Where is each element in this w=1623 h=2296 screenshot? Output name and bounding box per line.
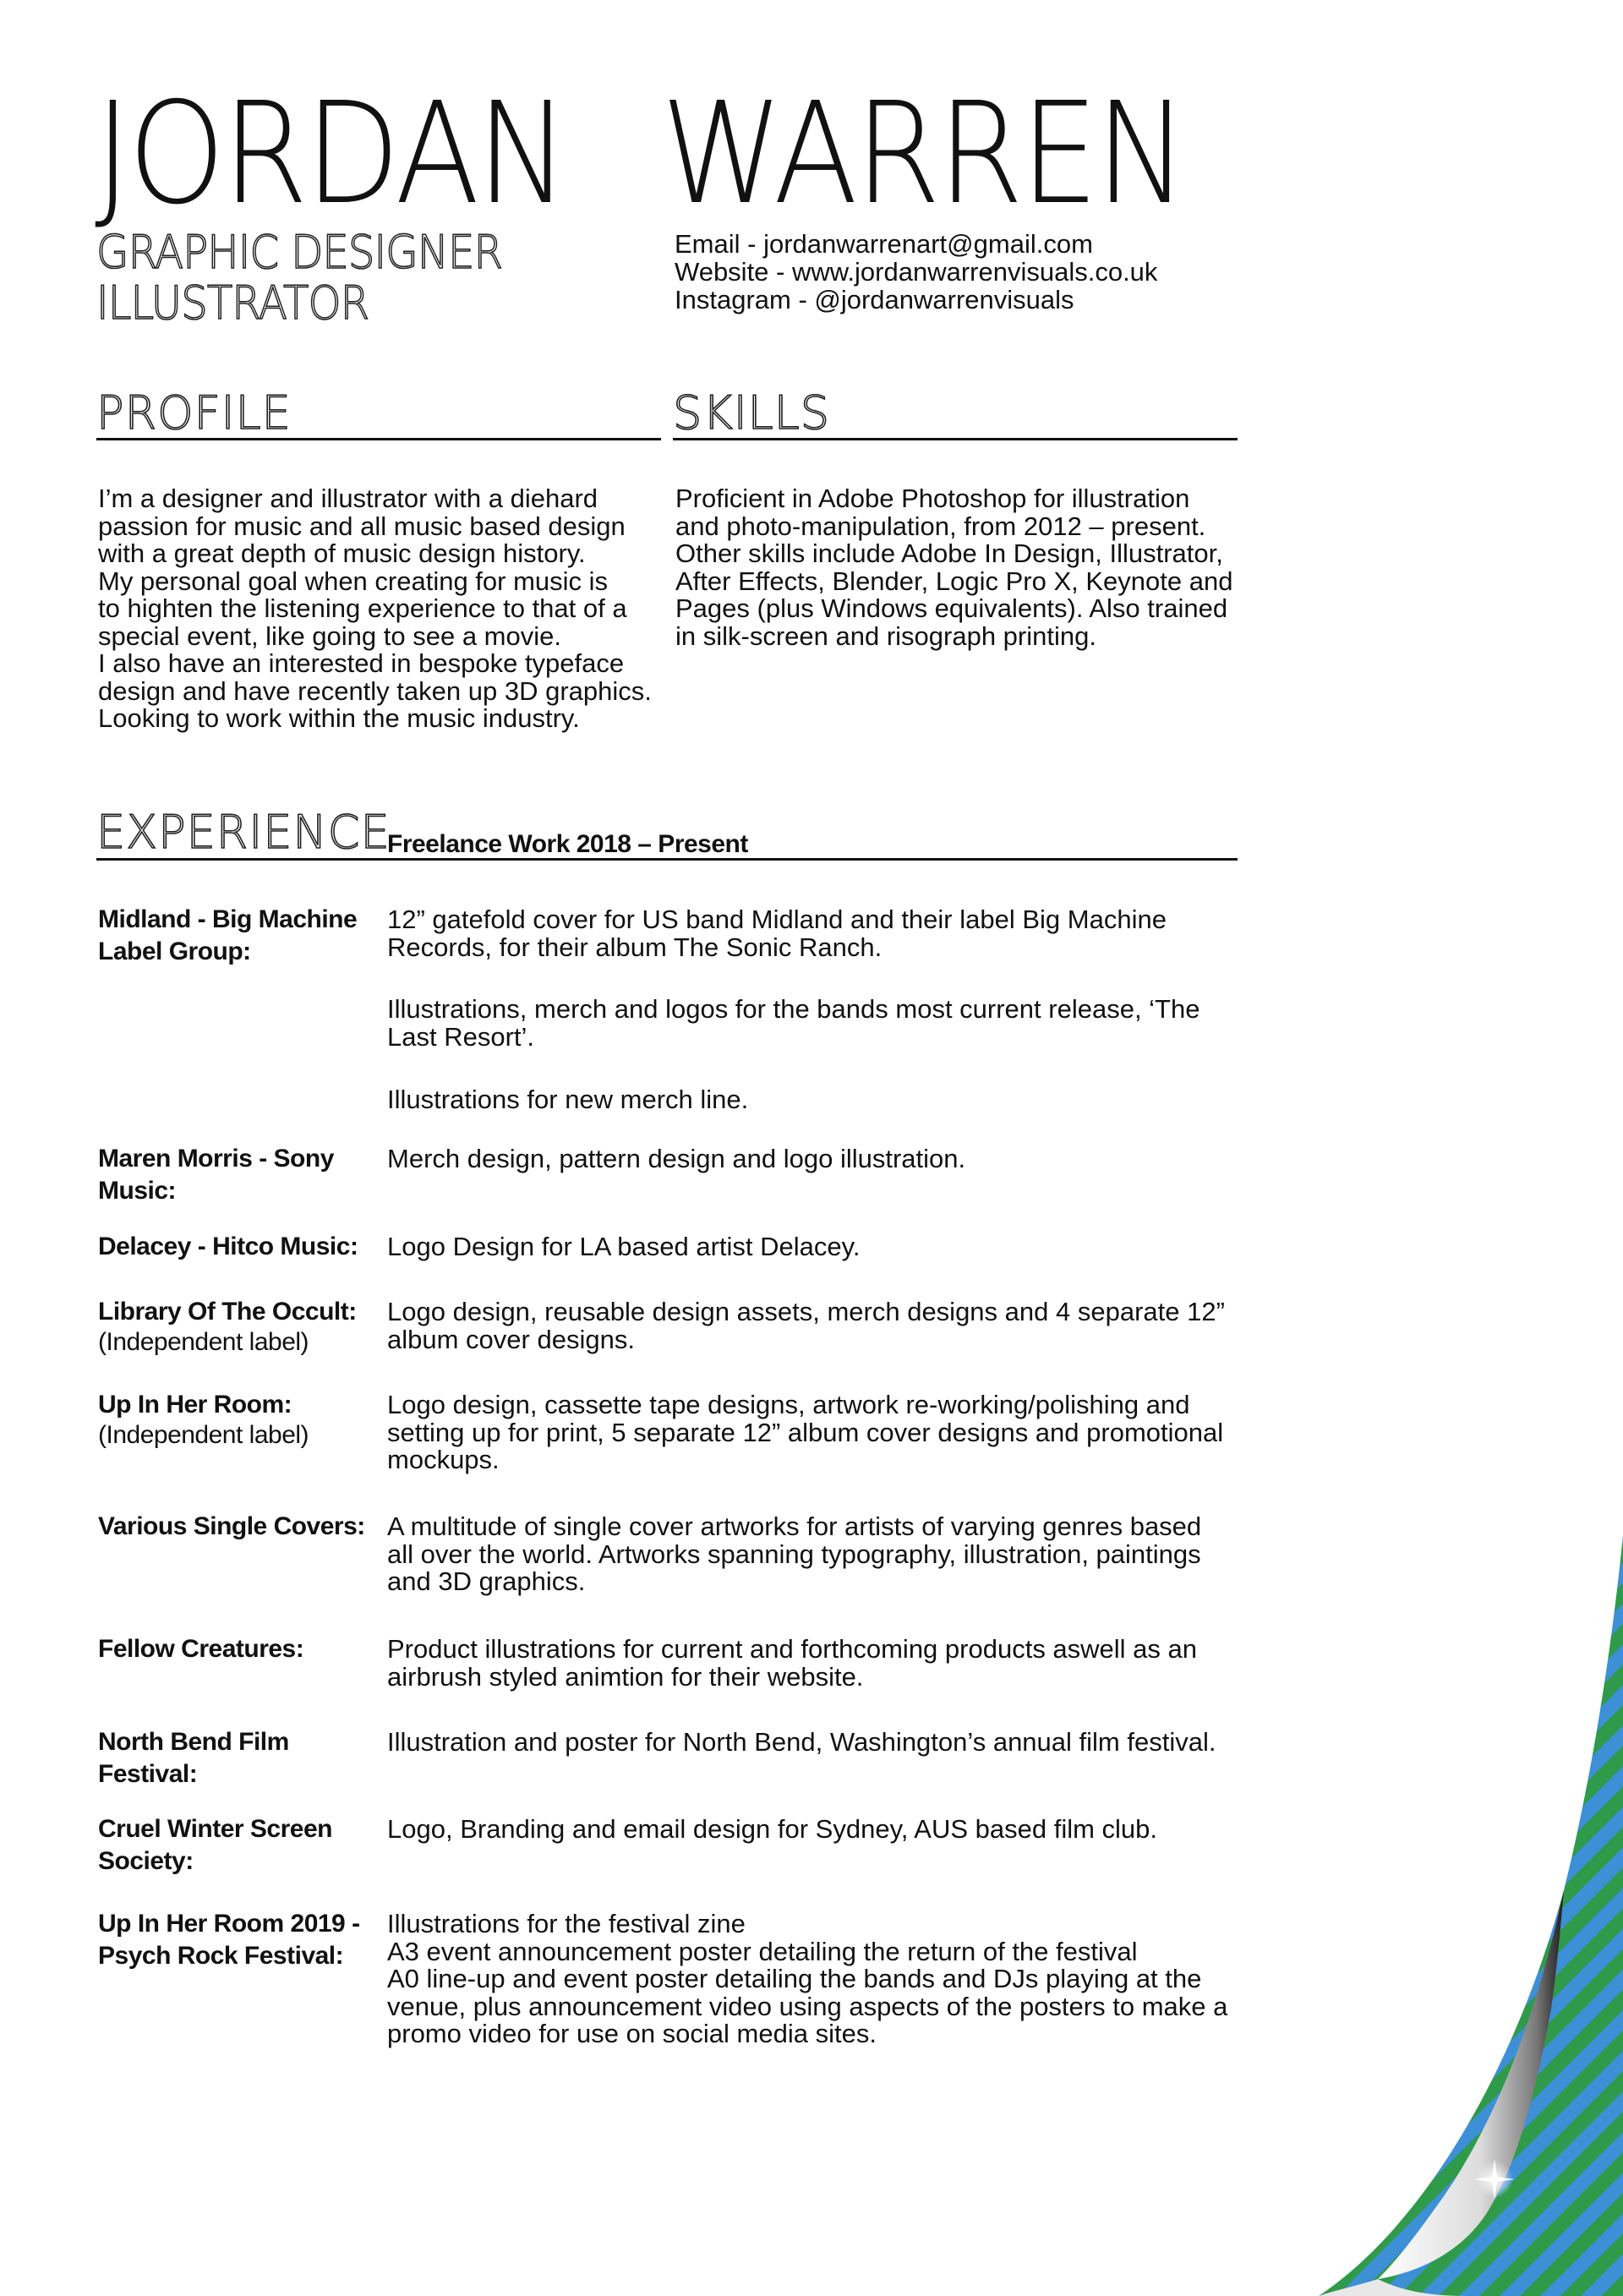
- job-client-line: Psych Rock Festival:: [98, 1942, 344, 1970]
- contact-website[interactable]: Website - www.jordanwarrenvisuals.co.uk: [675, 257, 1158, 287]
- job-client-line: Up In Her Room:: [98, 1391, 292, 1419]
- job-description-line: Illustration and poster for North Bend, Washington’s annual film festival.: [387, 1727, 1216, 1757]
- last-name: WARREN: [661, 73, 1185, 236]
- job-description: [387, 1233, 1241, 1261]
- job-client-line: Library Of The Occult:: [98, 1298, 357, 1326]
- job-description: [387, 1391, 1241, 1474]
- job-client-note: (Independent label): [98, 1328, 309, 1356]
- job-client: [98, 1296, 385, 1356]
- job-description: [387, 996, 1241, 1051]
- job-client-line: Midland - Big Machine: [98, 905, 358, 933]
- job-description-line: Last Resort’.: [387, 1021, 535, 1052]
- job-client-line: Label Group:: [98, 938, 251, 965]
- job-client-line: North Bend Film: [98, 1728, 289, 1756]
- job-client-line: Fellow Creatures:: [98, 1635, 304, 1663]
- job-description: [387, 1086, 1241, 1114]
- job-description-line: airbrush styled animtion for their website.: [387, 1661, 864, 1692]
- job-client: [98, 1231, 385, 1263]
- job-client: [98, 1908, 385, 1972]
- job-description-line: Logo Design for LA based artist Delacey.: [387, 1232, 861, 1261]
- job-description-line: album cover designs.: [387, 1324, 635, 1354]
- skills-divider: [673, 438, 1238, 440]
- job-description-line: Illustrations for new merch line.: [387, 1085, 749, 1114]
- profile-line: Looking to work within the music industry.: [98, 703, 580, 733]
- profile-heading: PROFILE: [96, 386, 292, 440]
- contact-instagram[interactable]: Instagram - @jordanwarrenvisuals: [675, 285, 1074, 314]
- profile-line: My personal goal when creating for music is: [98, 566, 609, 596]
- job-description-line: 12” gatefold cover for US band Midland and their label Big Machine: [387, 905, 1167, 934]
- first-name: JORDAN: [95, 73, 566, 236]
- profile-line: I also have an interested in bespoke typeface: [98, 648, 625, 678]
- job-client-note: (Independent label): [98, 1421, 309, 1449]
- experience-divider: [96, 858, 1238, 861]
- job-client: [98, 1389, 385, 1449]
- job-client: [98, 1143, 385, 1207]
- job-description-line: Merch design, pattern design and logo illustration.: [387, 1144, 966, 1173]
- job-client: [98, 1633, 385, 1665]
- contact-email[interactable]: Email - jordanwarrenart@gmail.com: [675, 229, 1093, 259]
- profile-line: design and have recently taken up 3D graphics.: [98, 675, 652, 706]
- job-description-line: Logo design, reusable design assets, merch designs and 4 separate 12”: [387, 1297, 1225, 1326]
- job-description-line: Logo design, cassette tape designs, artwork re-working/polishing and: [387, 1390, 1190, 1419]
- job-client: [98, 1726, 385, 1790]
- job-client: [98, 1813, 385, 1878]
- job-client-line: Delacey - Hitco Music:: [98, 1233, 358, 1260]
- job-client: [98, 1511, 385, 1543]
- profile-line: I’m a designer and illustrator with a diehard: [98, 484, 598, 513]
- job-description: [387, 1513, 1241, 1596]
- job-description-line: Product illustrations for current and forthcoming products aswell as an: [387, 1634, 1198, 1664]
- job-description-line: promo video for use on social media sites.: [387, 2019, 877, 2048]
- profile-line: special event, like going to see a movie.: [98, 620, 561, 651]
- job-description: [387, 1911, 1241, 2048]
- skills-line: in silk-screen and risograph printing.: [675, 620, 1096, 651]
- job-client-line: Up In Her Room 2019 -: [98, 1910, 360, 1938]
- job-client-line: Various Single Covers:: [98, 1512, 365, 1540]
- job-description: [387, 1145, 1241, 1173]
- job-description-line: Records, for their album The Sonic Ranch.: [387, 932, 883, 962]
- job-description-line: venue, plus announcement video using aspects of the posters to make a: [387, 1991, 1228, 2021]
- skills-line: Other skills include Adobe In Design, Illustrator,: [675, 538, 1223, 568]
- profile-line: passion for music and all music based design: [98, 511, 626, 541]
- job-client-line: Society:: [98, 1847, 194, 1875]
- job-title-line-2: ILLUSTRATOR: [96, 276, 369, 330]
- job-client-line: Cruel Winter Screen: [98, 1815, 332, 1843]
- job-description-line: A0 line-up and event poster detailing the bands and DJs playing at the: [387, 1964, 1202, 1993]
- profile-text: [98, 485, 673, 733]
- job-description: [387, 1729, 1241, 1757]
- job-description: [387, 1298, 1241, 1353]
- profile-divider: [96, 438, 661, 440]
- skills-line: After Effects, Blender, Logic Pro X, Keynote and: [675, 566, 1233, 596]
- job-description: [387, 1816, 1241, 1844]
- job-title-line-1: GRAPHIC DESIGNER: [96, 226, 503, 279]
- job-description-line: Illustrations for the festival zine: [387, 1909, 746, 1938]
- job-client-line: Maren Morris - Sony: [98, 1145, 334, 1173]
- skills-line: Pages (plus Windows equivalents). Also trained: [675, 593, 1228, 623]
- profile-line: with a great depth of music design history.: [98, 538, 586, 568]
- job-description-line: Illustrations, merch and logos for the bands most current release, ‘The: [387, 994, 1200, 1024]
- job-description-line: setting up for print, 5 separate 12” album cover designs and promotional: [387, 1417, 1224, 1447]
- job-description-line: all over the world. Artworks spanning typography, illustration, paintings: [387, 1539, 1201, 1569]
- job-description-line: mockups.: [387, 1445, 500, 1474]
- skills-line: Proficient in Adobe Photoshop for illustration: [675, 484, 1190, 513]
- job-client-line: Music:: [98, 1177, 177, 1205]
- experience-heading: EXPERIENCE: [96, 806, 391, 859]
- skills-text: [675, 485, 1250, 650]
- skills-line: and photo-manipulation, from 2012 – present.: [675, 511, 1206, 541]
- job-description: [387, 906, 1241, 961]
- job-client: [98, 904, 385, 968]
- experience-subheading: Freelance Work 2018 – Present: [387, 830, 748, 858]
- job-description-line: Logo, Branding and email design for Sydney, AUS based film club.: [387, 1814, 1158, 1844]
- job-description-line: and 3D graphics.: [387, 1566, 586, 1596]
- job-description-line: A3 event announcement poster detailing the return of the festival: [387, 1936, 1138, 1966]
- skills-heading: SKILLS: [673, 386, 831, 440]
- profile-line: to highten the listening experience to that of a: [98, 593, 627, 623]
- job-description-line: A multitude of single cover artworks for artists of varying genres based: [387, 1512, 1202, 1541]
- job-description: [387, 1636, 1241, 1691]
- page-curl-decoration: [1285, 1535, 1623, 2296]
- job-client-line: Festival:: [98, 1760, 198, 1788]
